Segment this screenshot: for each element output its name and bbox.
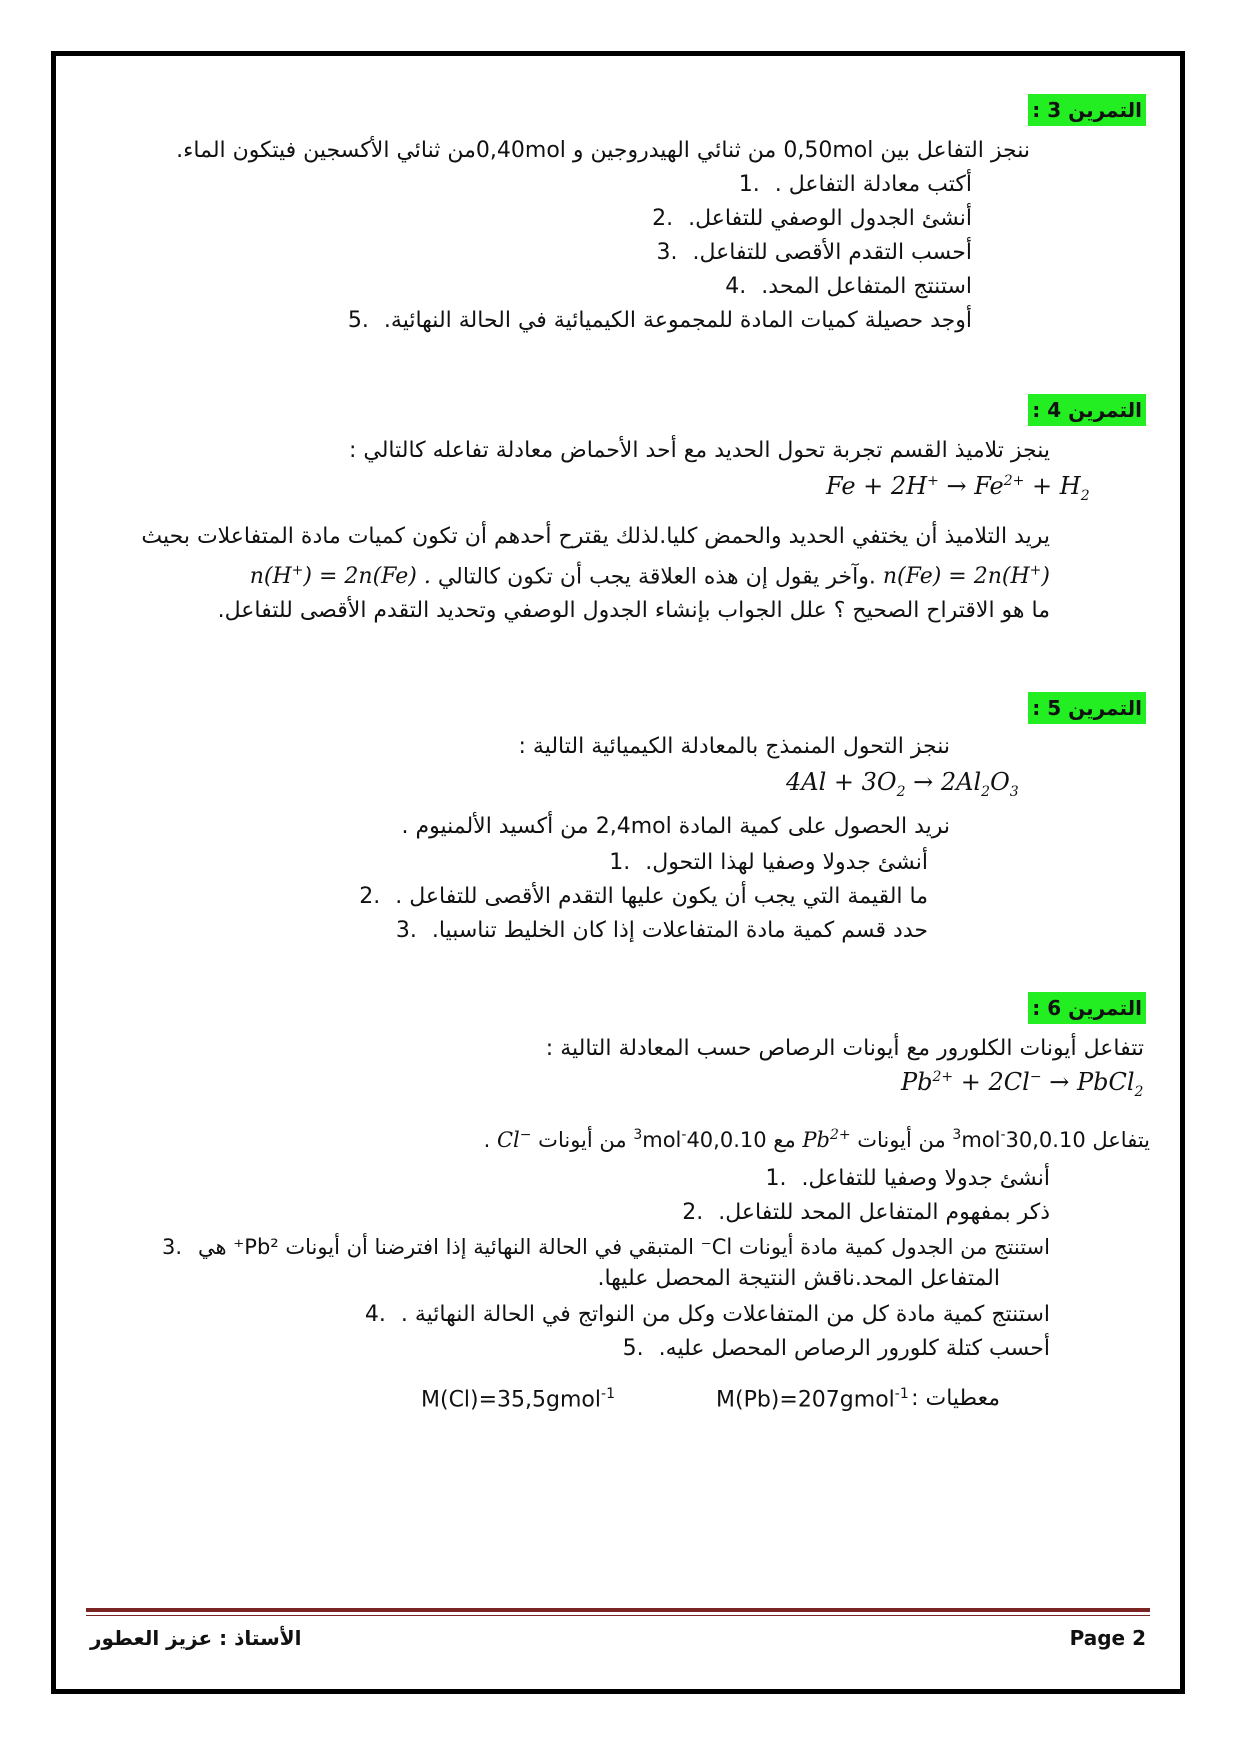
footer-rule bbox=[86, 1608, 1150, 1612]
exercise-6-item-3-cont: المتفاعل المحد.ناقش النتيجة المحصل عليها. bbox=[597, 1266, 1000, 1291]
exercise-3-item-4: استنتج المتفاعل المحد.4. bbox=[725, 274, 972, 299]
exercise-4-equation: $Fe + 2H^+ \to Fe^{2+} + H_2$ bbox=[826, 472, 1090, 504]
exercise-6-item-1: أنشئ جدولا وصفيا للتفاعل.1. bbox=[765, 1166, 1050, 1191]
exercise-6-item-4: استنتج كمية مادة كل من المتفاعلات وكل من النواتج في الحالة النهائية .4. bbox=[364, 1302, 1050, 1327]
exercise-6-line: يتفاعل $30,0.10^{-3}mol$ من أيونات $Pb^{2+}$ مع $40,0.10^{-3}mol$ من أيونات Cl− . bbox=[483, 1127, 1150, 1152]
exercise-6-intro: تتفاعل أيونات الكلورور مع أيونات الرصاص حسب المعادلة التالية : bbox=[545, 1036, 1144, 1061]
exercise-6-item-5: أحسب كتلة كلورور الرصاص المحصل عليه.5. bbox=[622, 1336, 1050, 1361]
given-mass-pb: M(Pb)=207gmol$^{-1}$ bbox=[716, 1386, 909, 1413]
exercise-6-title: التمرين 6 : bbox=[1028, 992, 1146, 1024]
exercise-3-item-5: أوجد حصيلة كميات المادة للمجموعة الكيميائية في الحالة النهائية.5. bbox=[347, 308, 972, 333]
exercise-3-item-3: أحسب التقدم الأقصى للتفاعل.3. bbox=[656, 240, 972, 265]
exercise-5-title: التمرين 5 : bbox=[1028, 692, 1146, 724]
exercise-4-title: التمرين 4 : bbox=[1028, 394, 1146, 426]
exercise-3-item-1: أكتب معادلة التفاعل .1. bbox=[738, 172, 972, 197]
exercise-6-item-3: استنتج من الجدول كمية مادة أيونات Cl⁻ المتبقي في الحالة النهائية إذا افترضنا أن أيونات Pb²⁺ هي3. bbox=[161, 1235, 1050, 1259]
exercise-4-line-3: ما هو الاقتراح الصحيح ؟ علل الجواب بإنشاء الجدول الوصفي وتحديد التقدم الأقصى للتفاعل. bbox=[217, 598, 1050, 623]
given-mass-cl: M(Cl)=35,5gmol$^{-1}$ bbox=[421, 1386, 615, 1413]
page-number: Page 2 bbox=[1069, 1626, 1146, 1650]
exercise-3-intro: ننجز التفاعل بين 0,50mol من ثنائي الهيدروجين و 0,40molمن ثنائي الأكسجين فيتكون الماء. bbox=[176, 138, 1030, 163]
footer-rule-thin bbox=[86, 1615, 1150, 1616]
exercise-4-intro: ينجز تلاميذ القسم تجربة تحول الحديد مع أحد الأحماض معادلة تفاعله كالتالي : bbox=[348, 438, 1050, 463]
exercise-5-equation: $4Al + 3O_2 \to 2Al_2O_3$ bbox=[786, 768, 1019, 800]
exercise-3-title: التمرين 3 : bbox=[1028, 94, 1146, 126]
exercise-6-equation: $Pb^{2+} + 2Cl^-$ → PbCl$_2$ bbox=[901, 1068, 1144, 1100]
exercise-5-item-2: ما القيمة التي يجب أن يكون عليها التقدم الأقصى للتفاعل .2. bbox=[359, 884, 928, 909]
exercise-6-item-2: ذكر بمفهوم المتفاعل المحد للتفاعل.2. bbox=[682, 1200, 1050, 1225]
document-page bbox=[56, 56, 1180, 1689]
exercise-5-line: نريد الحصول على كمية المادة 2,4mol من أكسيد الألمنيوم . bbox=[401, 814, 950, 839]
exercise-4-line-2: n(Fe) = 2n(H+) .وآخر يقول إن هذه العلاقة يجب أن تكون كالتالي n(H+) = 2n(Fe) . bbox=[249, 563, 1050, 590]
given-label: معطيات : bbox=[911, 1386, 1000, 1411]
exercise-5-item-1: أنشئ جدولا وصفيا لهذا التحول.1. bbox=[609, 850, 928, 875]
exercise-5-item-3: حدد قسم كمية مادة المتفاعلات إذا كان الخليط تناسبيا.3. bbox=[395, 918, 928, 943]
exercise-5-intro: ننجز التحول المنمذج بالمعادلة الكيميائية التالية : bbox=[518, 734, 950, 759]
author-name: الأستاذ : عزيز العطور bbox=[90, 1626, 302, 1650]
exercise-4-line-1: يريد التلاميذ أن يختفي الحديد والحمض كليا.لذلك يقترح أحدهم أن تكون كميات مادة المتفاعلات بحيث bbox=[141, 524, 1050, 549]
exercise-3-item-2: أنشئ الجدول الوصفي للتفاعل.2. bbox=[652, 206, 972, 231]
